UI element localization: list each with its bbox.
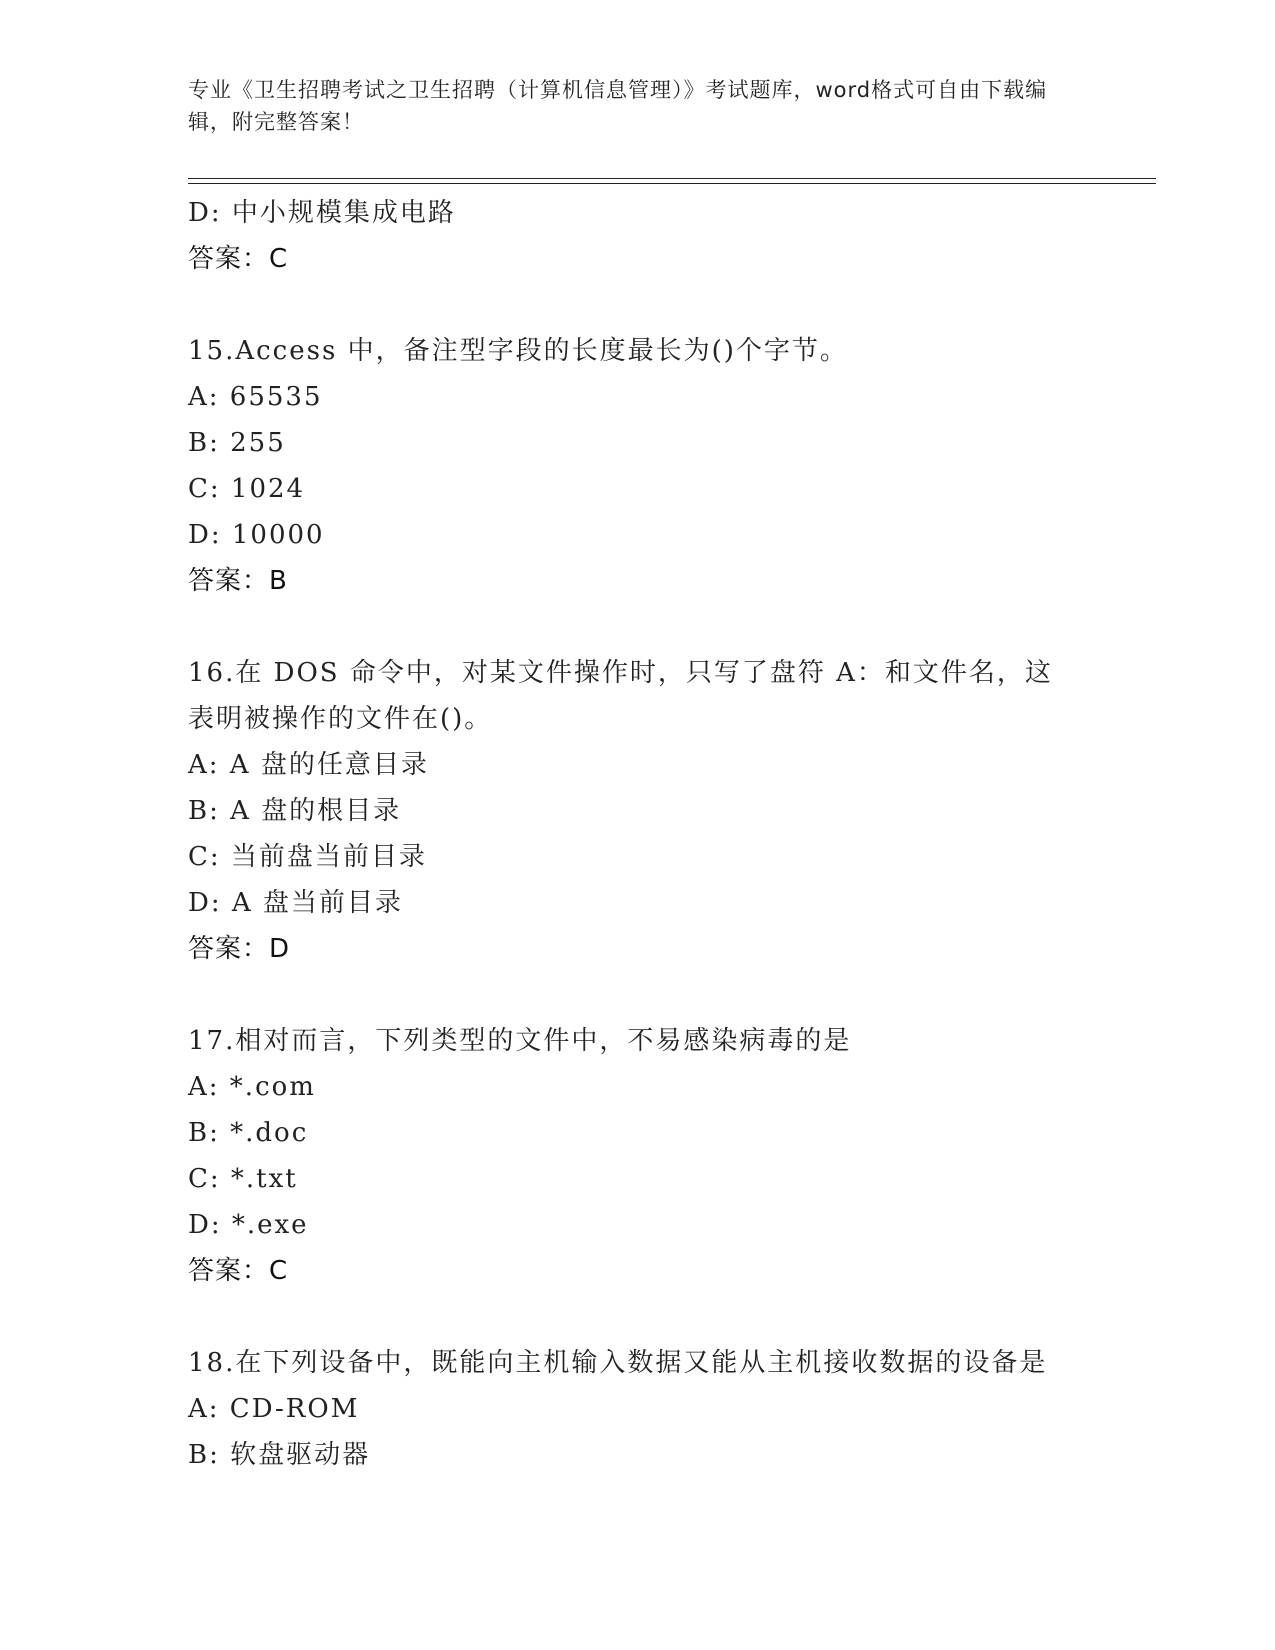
header-rule-bottom bbox=[188, 183, 1156, 184]
option-b: B: 软盘驱动器 bbox=[188, 1440, 371, 1470]
question-18 bbox=[188, 1340, 1088, 1478]
option-a: A: A 盘的任意目录 bbox=[188, 750, 429, 780]
option-a: A: 65535 bbox=[188, 382, 323, 412]
option-d: D: *.exe bbox=[188, 1210, 309, 1240]
option-a: A: *.com bbox=[188, 1072, 316, 1102]
option-c: C: 当前盘当前目录 bbox=[188, 842, 427, 872]
option-d: D: 中小规模集成电路 bbox=[188, 198, 456, 228]
answer: 答案：B bbox=[188, 566, 288, 596]
option-a: A: CD-ROM bbox=[188, 1394, 360, 1424]
document-header: 专业《卫生招聘考试之卫生招聘（计算机信息管理）》考试题库，word格式可自由下载编辑，附完整答案！ bbox=[188, 78, 1048, 134]
question-stem: 16.在 DOS 命令中，对某文件操作时，只写了盘符 A：和文件名，这表明被操作的文件在()。 bbox=[188, 658, 1053, 734]
option-c: C: 1024 bbox=[188, 474, 306, 504]
question-17 bbox=[188, 1018, 1088, 1294]
header-rule-top bbox=[188, 178, 1156, 179]
option-b: B: A 盘的根目录 bbox=[188, 796, 402, 826]
answer: 答案：C bbox=[188, 1256, 289, 1286]
question-14-continued bbox=[188, 190, 1088, 282]
question-stem: 17.相对而言，下列类型的文件中，不易感染病毒的是 bbox=[188, 1026, 852, 1056]
question-stem: 18.在下列设备中，既能向主机输入数据又能从主机接收数据的设备是 bbox=[188, 1348, 1048, 1378]
question-15 bbox=[188, 328, 1088, 604]
option-b: B: *.doc bbox=[188, 1118, 309, 1148]
option-c: C: *.txt bbox=[188, 1164, 298, 1194]
question-stem: 15.Access 中，备注型字段的长度最长为()个字节。 bbox=[188, 336, 848, 366]
question-16 bbox=[188, 650, 1088, 972]
option-b: B: 255 bbox=[188, 428, 286, 458]
answer: 答案：C bbox=[188, 244, 289, 274]
answer: 答案：D bbox=[188, 934, 291, 964]
option-d: D: 10000 bbox=[188, 520, 325, 550]
option-d: D: A 盘当前目录 bbox=[188, 888, 403, 918]
question-list bbox=[188, 190, 1088, 1478]
